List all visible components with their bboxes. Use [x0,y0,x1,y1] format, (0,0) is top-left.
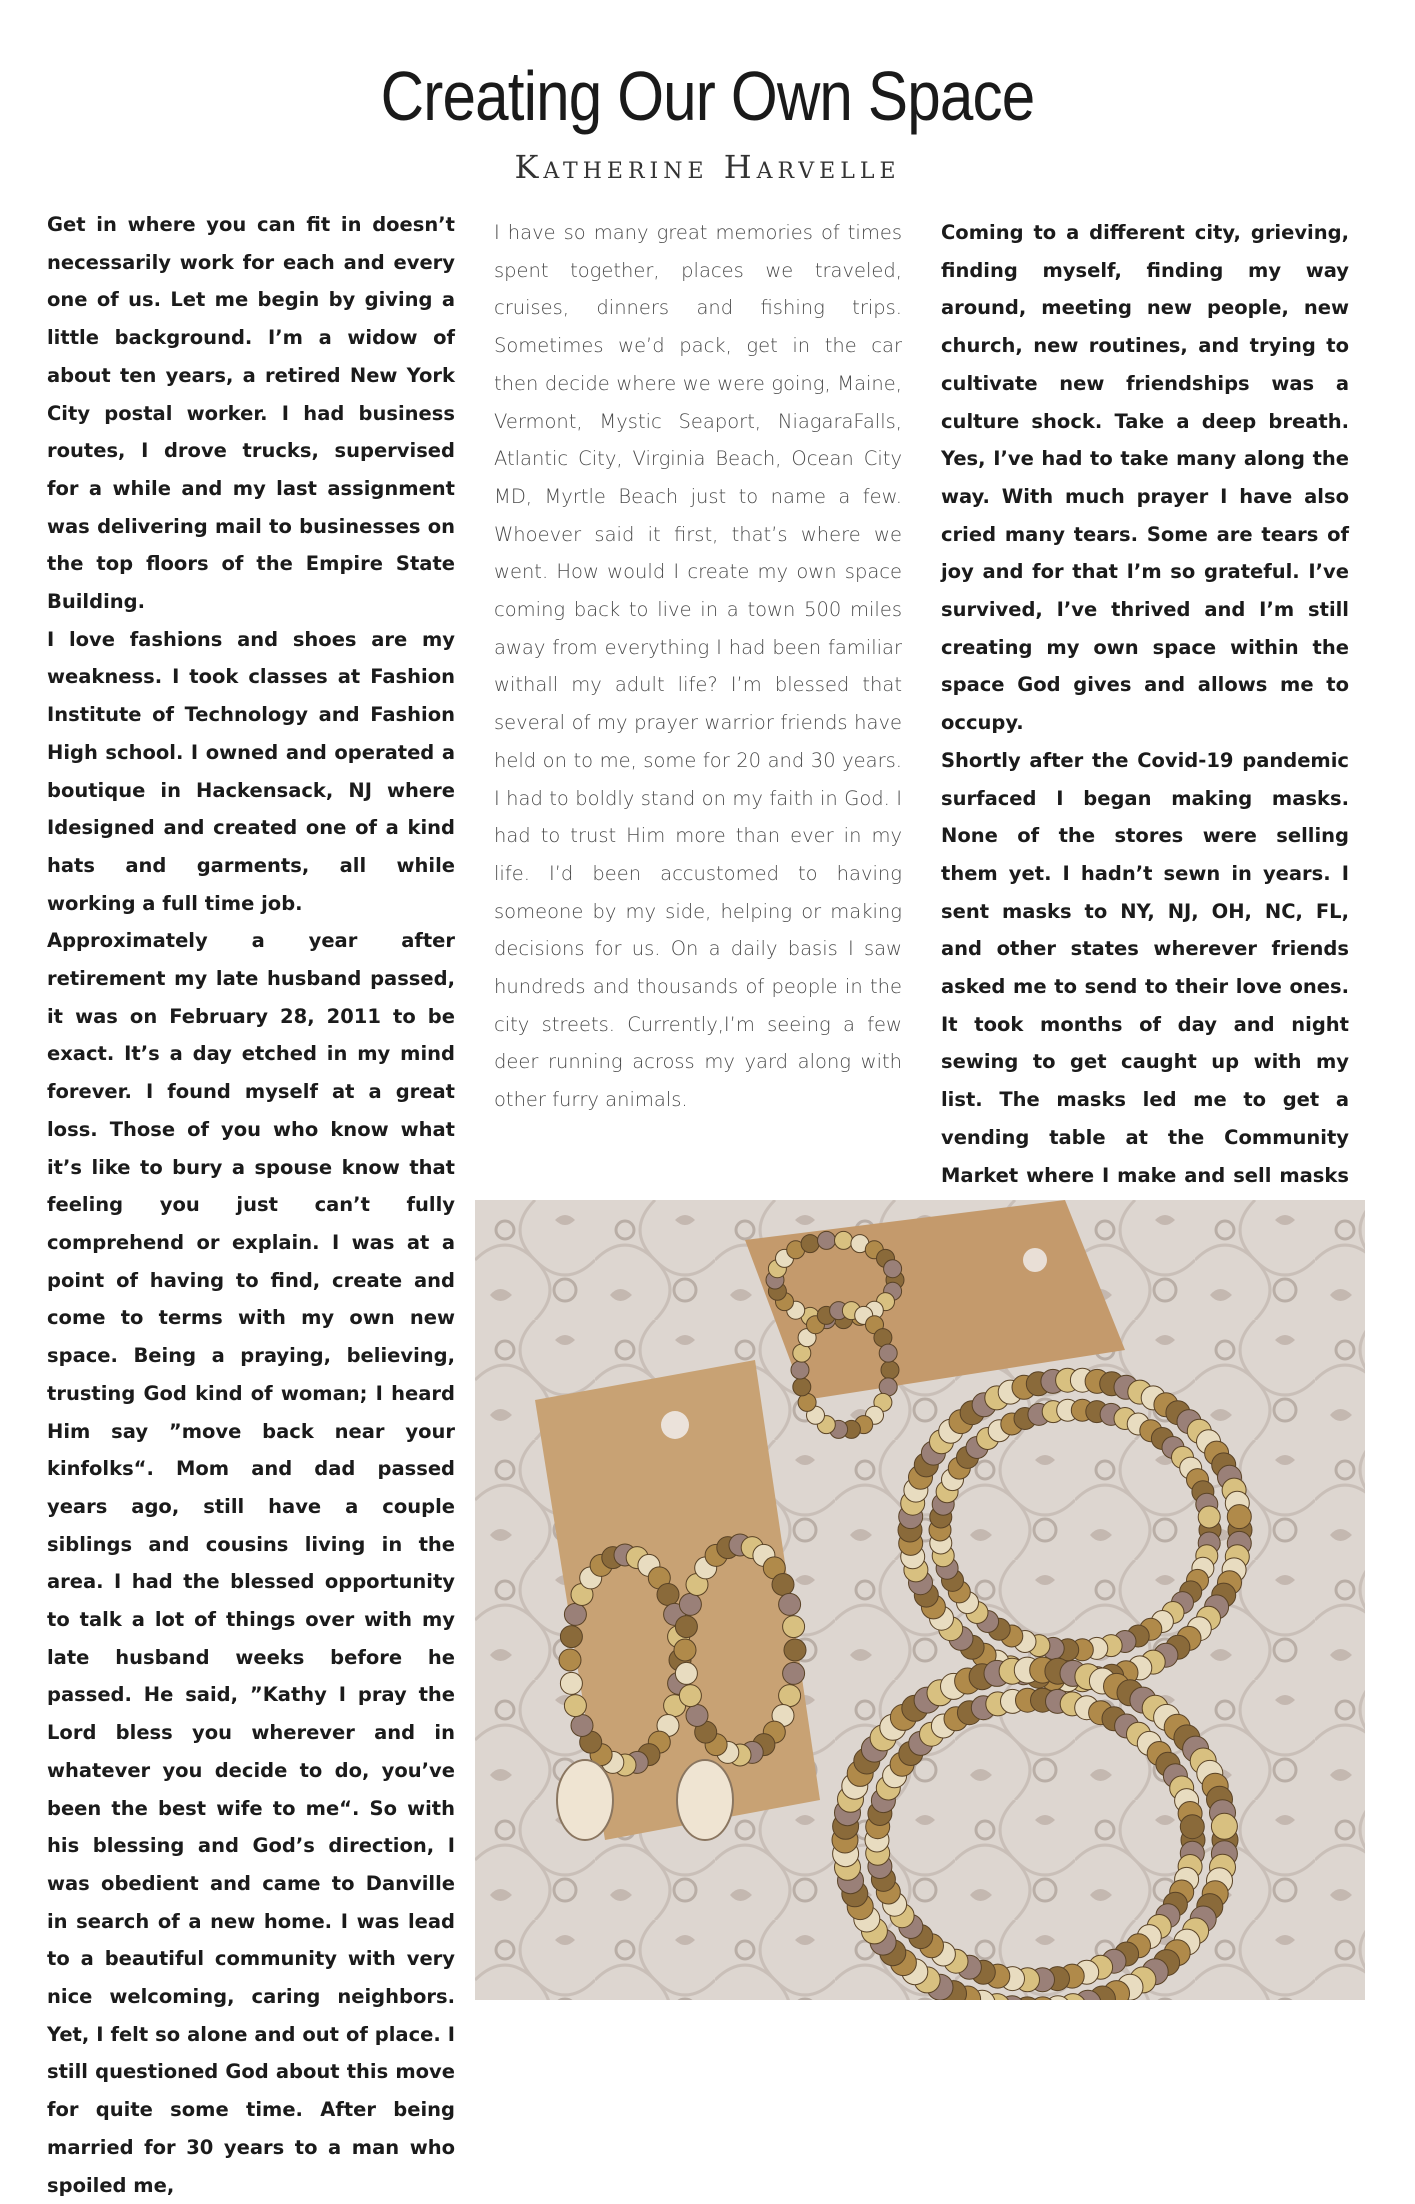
article-column-left [47,206,455,2204]
author-byline: Katherine Harvelle [514,148,901,186]
paragraph: Coming to a different city, grieving, finding myself, finding my way around, meeting new people, new church, new routines, and trying to cultivate new friendships was a culture shock. Take a deep breath. Yes, I’ve had to take many along the way. With much prayer I have also cried many tears. Some are tears of joy and for that I’m so grateful. I’ve survived, I’ve thrived and I’m still creating my own space within the space God gives and allows me to occupy. [941,221,1349,735]
jewelry-photo [475,1200,1365,2000]
paragraph: Get in where you can fit in doesn’t necessarily work for each and every one of us. Let me begin by giving a little background. I’m a widow of about ten years, a retired New York City postal worker. I had business routes, I drove trucks, supervised for a while and my last assignment was delivering mail to businesses on the top floors of the Empire State Building. [47,213,455,614]
cowrie-shell [557,1760,613,1840]
paragraph: Approximately a year after retirement my late husband passed, it was on February 28, 2011 to be exact. It’s a day etched in my mind forever. I found myself at a great loss. Those of you who know what it’s like to bury a spouse know that feeling you just can’t fully comprehend or explain. I was at a point of having to find, create and come to terms with my own new space. Being a praying, believing, trusting God kind of woman; I heard Him say ”move back near your kinfolks“. Mom and dad passed years ago, still have a couple siblings and cousins living in the area. I had the blessed opportunity to talk a lot of things over with my late husband weeks before he passed. He said, ”Kathy I pray the Lord bless you wherever and in whatever you decide to do, you’ve been the best wife to me“. So with his blessing and God’s direction, I was obedient and came to Danville in search of a new home. I was lead to a beautiful community with very nice welcoming, caring neighbors. Yet, I felt so alone and out of place. I still questioned God about this move for quite some time. After being married for 30 years to a man who spoiled me, [47,929,455,2197]
paragraph: Shortly after the Covid-19 pandemic surfaced I began making masks. None of the stores were selling them yet. I hadn’t sewn in years. I sent masks to NY, NJ, OH, NC, FL, and other states wherever friends asked me to send to their love ones. It took months of day and night sewing to get caught up with my list. The masks led me to get a vending table at the Community Market where I make and sell masks [941,748,1349,1187]
article-column-middle [494,214,902,1119]
paragraph: I love fashions and shoes are my weakness. I took classes at Fashion Institute of Technology and Fashion High school. I owned and operated a boutique in Hackensack, NJ where Idesigned and created one of a kind hats and garments, all while working a full time job. [47,627,455,915]
article-column-right [941,214,1349,1270]
paragraph: I have so many great memories of times spent together, places we traveled, cruises, dinners and fishing trips. Sometimes we’d pack, get in the car then decide where we were going, Maine, Vermont, Mystic Seaport, NiagaraFalls, Atlantic City, Virginia Beach, Ocean City MD, Myrtle Beach just to name a few. Whoever said it first, that’s where we went. How would I create my own space coming back to live in a town 500 miles away from everything I had been familiar withall my adult life? I’m blessed that several of my prayer warrior friends have held on to me, some for 20 and 30 years. I had to boldly stand on my faith in God. I had to trust Him more than ever in my life. I’d been accustomed to having someone by my side, helping or making decisions for us. On a daily basis I saw hundreds and thousands of people in the city streets. Currently,I’m seeing a few deer running across my yard along with other furry animals. [494,221,902,1112]
cowrie-shell [677,1760,733,1840]
article-title: Creating Our Own Space [380,57,1035,135]
